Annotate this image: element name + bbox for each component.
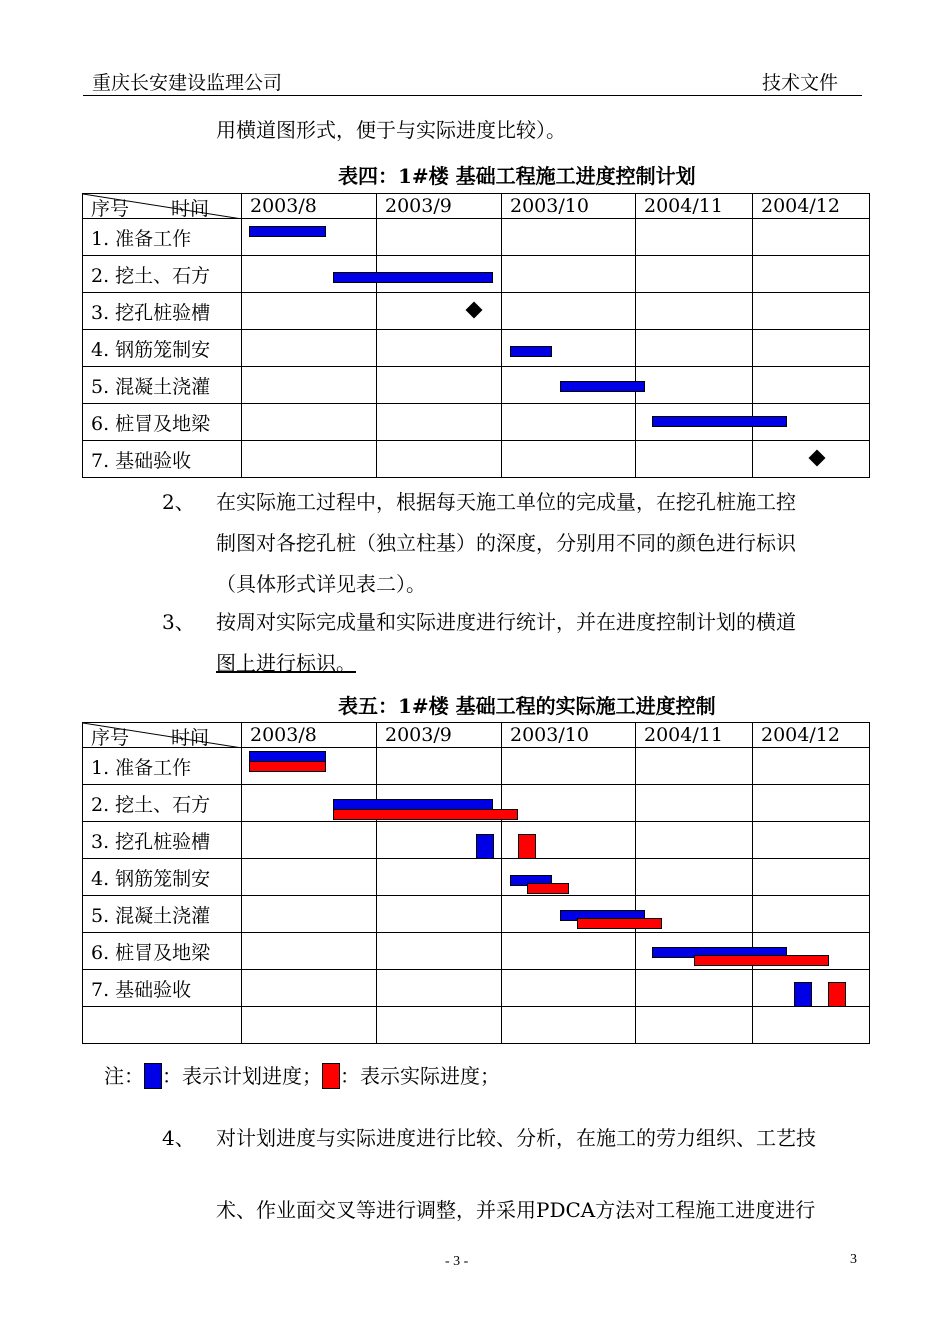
plan-bar (510, 346, 552, 357)
month-header: 2003/9 (377, 723, 502, 748)
item3-line: 图上进行标识。 (216, 651, 356, 675)
corner-seq-label: 序号 (91, 198, 130, 220)
month-header: 2003/9 (377, 194, 502, 219)
task-label: 1. 准备工作 (83, 219, 242, 256)
item4-line: 术、作业面交叉等进行调整，并采用PDCA方法对工程施工进度进行 (216, 1198, 816, 1222)
item2-line: 制图对各挖孔桩（独立柱基）的深度，分别用不同的颜色进行标识 (216, 531, 796, 555)
month-header: 2003/8 (242, 723, 377, 748)
table-row (83, 896, 870, 933)
plan-bar (476, 834, 494, 859)
item2-line: （具体形式详见表二）。 (216, 572, 426, 596)
plan-bar (794, 982, 812, 1007)
table-row (83, 367, 870, 404)
table-row (83, 748, 870, 785)
month-header: 2003/8 (242, 194, 377, 219)
actual-bar (527, 883, 569, 894)
month-header: 2003/10 (502, 723, 636, 748)
task-label: 6. 桩冒及地梁 (83, 404, 242, 441)
intro-line: 用横道图形式，便于与实际进度比较）。 (216, 118, 566, 142)
task-label: 5. 混凝土浇灌 (83, 367, 242, 404)
table-row (83, 404, 870, 441)
item3-line: 按周对实际完成量和实际进度进行统计，并在进度控制计划的横道 (216, 610, 796, 634)
task-label (83, 1007, 242, 1044)
month-header: 2003/10 (502, 194, 636, 219)
table-row (83, 293, 870, 330)
table-row (83, 330, 870, 367)
doc-type: 技术文件 (762, 72, 839, 94)
corner-seq-label: 序号 (91, 727, 130, 749)
legend-plan-label: ：表示计划进度； (162, 1064, 322, 1088)
corner-time-label: 时间 (171, 198, 210, 220)
plan-gantt-table (82, 193, 870, 478)
legend-actual-label: ：表示实际进度； (340, 1064, 500, 1088)
table-row (83, 441, 870, 478)
legend-actual-swatch (322, 1063, 340, 1089)
task-label: 5. 混凝土浇灌 (83, 896, 242, 933)
company-name: 重庆长安建设监理公司 (92, 72, 283, 94)
table5-caption: 表五：1#楼 基础工程的实际施工进度控制 (338, 694, 716, 718)
table-row (83, 859, 870, 896)
table-row (83, 970, 870, 1007)
month-header: 2004/12 (753, 723, 870, 748)
task-label: 3. 挖孔桩验槽 (83, 293, 242, 330)
month-header: 2004/11 (636, 194, 753, 219)
legend (104, 1060, 500, 1089)
task-label: 7. 基础验收 (83, 970, 242, 1007)
task-label: 3. 挖孔桩验槽 (83, 822, 242, 859)
task-label: 2. 挖土、石方 (83, 256, 242, 293)
actual-gantt-table (82, 722, 870, 1044)
task-label: 2. 挖土、石方 (83, 785, 242, 822)
plan-bar (249, 226, 326, 237)
item3-number: 3、 (162, 610, 195, 634)
month-header: 2004/12 (753, 194, 870, 219)
milestone-diamond-icon (809, 450, 826, 467)
item2-line: 在实际施工过程中，根据每天施工单位的完成量，在挖孔桩施工控 (216, 490, 796, 514)
legend-plan-swatch (144, 1063, 162, 1089)
actual-bar (249, 761, 326, 772)
table-row (83, 933, 870, 970)
corner-time-label: 时间 (171, 727, 210, 749)
plan-bar (560, 381, 645, 392)
table4-caption: 表四：1#楼 基础工程施工进度控制计划 (338, 164, 696, 188)
table-row (83, 256, 870, 293)
page-number-right: 3 (850, 1252, 857, 1267)
actual-bar (828, 982, 846, 1007)
item4-line: 对计划进度与实际进度进行比较、分析，在施工的劳力组织、工艺技 (216, 1126, 816, 1150)
header-rule (83, 95, 862, 96)
task-label: 6. 桩冒及地梁 (83, 933, 242, 970)
task-label: 4. 钢筋笼制安 (83, 859, 242, 896)
corner-header (83, 723, 242, 748)
table-row (83, 822, 870, 859)
task-label: 1. 准备工作 (83, 748, 242, 785)
table-row (83, 1007, 870, 1044)
table-row (83, 785, 870, 822)
task-label: 7. 基础验收 (83, 441, 242, 478)
month-header: 2004/11 (636, 723, 753, 748)
legend-prefix: 注： (104, 1064, 144, 1088)
corner-header (83, 194, 242, 219)
item4-number: 4、 (162, 1126, 195, 1150)
table-row (83, 219, 870, 256)
page-number-center: - 3 - (445, 1254, 469, 1269)
task-label: 4. 钢筋笼制安 (83, 330, 242, 367)
milestone-diamond-icon (466, 302, 483, 319)
item2-number: 2、 (162, 490, 195, 514)
